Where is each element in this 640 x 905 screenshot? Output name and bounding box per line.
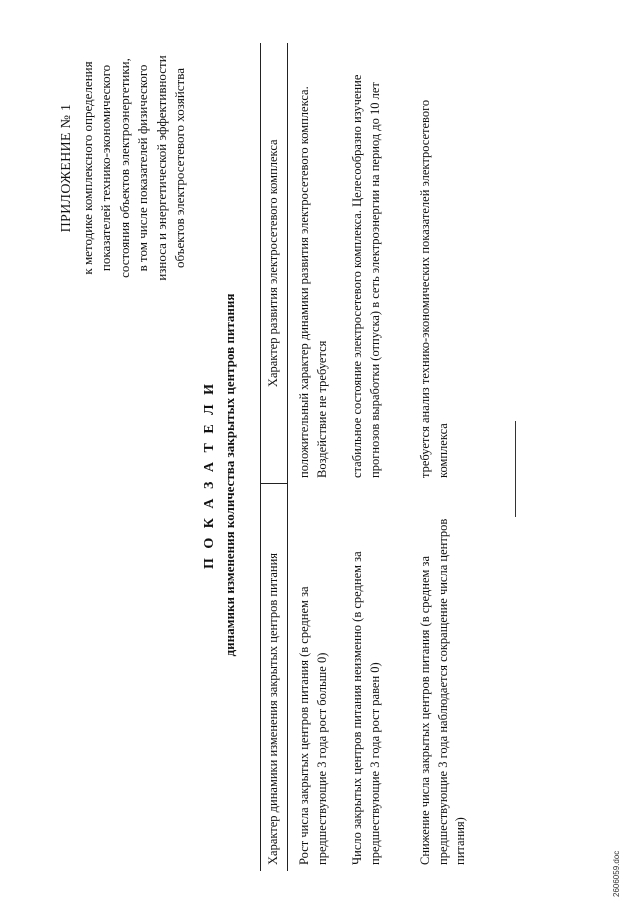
appendix-title: ПРИЛОЖЕНИЕ № 1: [59, 103, 74, 233]
file-code: 2606059.doc: [612, 850, 621, 897]
cell-dynamics: Число закрытых центров питания неизменно (в среднем за предшествующие 3 года рост равен 0): [350, 551, 382, 865]
appendix-line: объектов электросетевого хозяйства: [172, 68, 187, 268]
cell-development: требуется анализ технико-экономических показателей электросетевого комплекса: [418, 99, 450, 478]
table-row: [341, 43, 409, 871]
document-title: П О К А З А Т Е Л И: [202, 380, 217, 570]
table-header-row: [261, 43, 288, 871]
column-header-dynamics: Характер динамики изменения закрытых центров питания: [261, 484, 288, 871]
appendix-block: [58, 43, 190, 293]
cell-dynamics: Снижение числа закрытых центров питания (в среднем за предшествующие 3 года наблюдается сокращение числа центров питания): [418, 518, 467, 865]
cell-dynamics: Рост числа закрытых центров питания (в среднем за предшествующие 3 года рост больше 0): [297, 586, 329, 865]
table-row: [409, 43, 491, 871]
column-header-development: Характер развития электросетевого комплекса: [261, 43, 288, 484]
indicators-table: [260, 43, 491, 871]
appendix-line: состояния объектов электроэнергетики,: [116, 58, 132, 278]
cell-development: положительный характер динамики развития электросетевого комплекса. Воздействие не требуется: [297, 86, 329, 478]
end-rule-divider: [515, 421, 516, 517]
appendix-line: показателей технико-экономического: [98, 64, 113, 272]
appendix-line: к методике комплексного определения: [79, 61, 95, 275]
document-heading: [202, 195, 238, 755]
appendix-line: износа и энергетической эффективности: [153, 55, 169, 281]
cell-development: стабильное состояние электросетевого комплекса. Целесообразно изучение прогнозов выработки (отпуска) в сеть электроэнергии на период до 10 лет: [350, 74, 382, 478]
document-subtitle: динамики изменения количества закрытых центров питания: [222, 293, 237, 657]
table-row: [288, 43, 342, 871]
appendix-line: в том числе показателей физического: [135, 64, 150, 272]
